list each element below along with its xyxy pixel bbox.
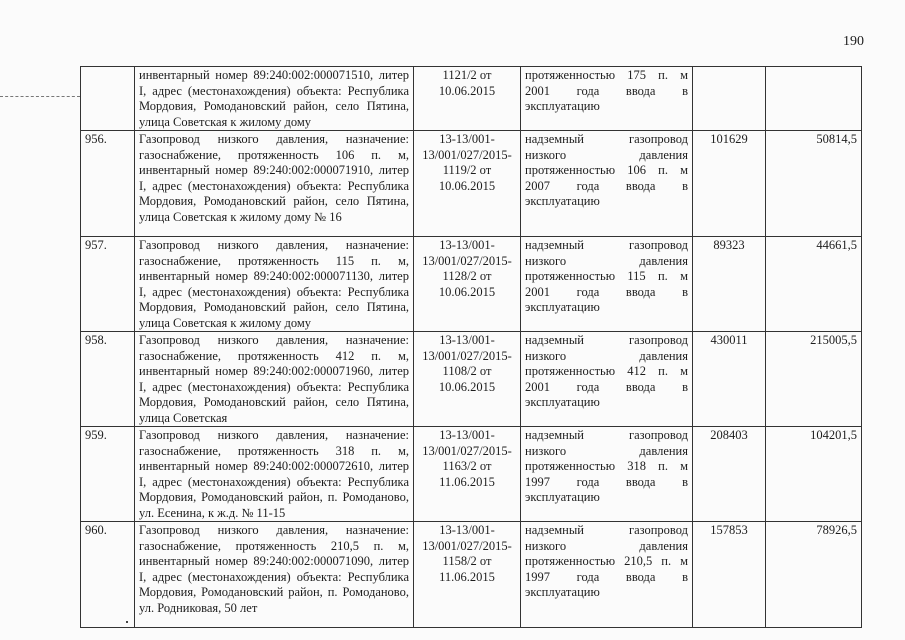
- registry-table: [80, 66, 862, 628]
- object-description: Газопровод низкого давления, назначение: газоснабжение, протяженность 210,5 п. м, инвентарный номер 89:240:002:000071090, литер I, адрес (местонахождения) объекта: Республика Мордовия, Ромодановский район, п. Ромоданово, ул. Родниковая, 50 лет: [135, 522, 414, 628]
- value-cell: 89323: [693, 237, 766, 332]
- margin-dash-line: [0, 96, 80, 97]
- value-cell: [693, 67, 766, 131]
- table-row: [81, 332, 862, 427]
- value-cell: 157853: [693, 522, 766, 628]
- row-number: [81, 67, 135, 131]
- value-half-cell: [766, 67, 862, 131]
- object-features: надземный газопровод низкого давления протяженностью 318 п. м 1997 года ввода в эксплуатацию: [521, 427, 693, 522]
- row-number: 958.: [81, 332, 135, 427]
- object-description: Газопровод низкого давления, назначение: газоснабжение, протяженность 115 п. м, инвентарный номер 89:240:002:000071130, литер I, адрес (местонахождения) объекта: Республика Мордовия, Ромодановский район, село Пятина, улица Советская к жилому дому: [135, 237, 414, 332]
- object-features: протяженностью 175 п. м 2001 года ввода в эксплуатацию: [521, 67, 693, 131]
- table-row: [81, 67, 862, 131]
- object-description: инвентарный номер 89:240:002:000071510, литер I, адрес (местонахождения) объекта: Республика Мордовия, Ромодановский район, село Пятина, улица Советская к жилому дому: [135, 67, 414, 131]
- value-half-cell: 44661,5: [766, 237, 862, 332]
- object-features: надземный газопровод низкого давления протяженностью 115 п. м 2001 года ввода в эксплуатацию: [521, 237, 693, 332]
- value-cell: 430011: [693, 332, 766, 427]
- object-description: Газопровод низкого давления, назначение: газоснабжение, протяженность 318 п. м, инвентарный номер 89:240:002:000072610, литер I, адрес (местонахождения) объекта: Республика Мордовия, Ромодановский район, п. Ромоданово, ул. Есенина, к ж.д. № 11-15: [135, 427, 414, 522]
- value-half-cell: 78926,5: [766, 522, 862, 628]
- object-description: Газопровод низкого давления, назначение: газоснабжение, протяженность 106 п. м, инвентарный номер 89:240:002:000071910, литер I, адрес (местонахождения) объекта: Республика Мордовия, Ромодановский район, село Пятина, улица Советская к жилому дому № 16: [135, 131, 414, 237]
- table-row: [81, 237, 862, 332]
- registration-record: 13-13/001-13/001/027/2015-1128/2 от 10.06.2015: [414, 237, 521, 332]
- row-number: 960.: [81, 522, 135, 628]
- registration-record: 13-13/001-13/001/027/2015-1119/2 от 10.06.2015: [414, 131, 521, 237]
- value-cell: 101629: [693, 131, 766, 237]
- value-half-cell: 104201,5: [766, 427, 862, 522]
- table-row: [81, 522, 862, 628]
- value-half-cell: 50814,5: [766, 131, 862, 237]
- value-cell: 208403: [693, 427, 766, 522]
- row-number: 959.: [81, 427, 135, 522]
- registration-record: 13-13/001-13/001/027/2015-1158/2 от 11.06.2015: [414, 522, 521, 628]
- registration-record: 13-13/001-13/001/027/2015-1163/2 от 11.06.2015: [414, 427, 521, 522]
- object-features: надземный газопровод низкого давления протяженностью 412 п. м 2001 года ввода в эксплуатацию: [521, 332, 693, 427]
- value-half-cell: 215005,5: [766, 332, 862, 427]
- object-description: Газопровод низкого давления, назначение: газоснабжение, протяженность 412 п. м, инвентарный номер 89:240:002:000071960, литер I, адрес (местонахождения) объекта: Республика Мордовия, Ромодановский район, село Пятина, улица Советская: [135, 332, 414, 427]
- object-features: надземный газопровод низкого давления протяженностью 210,5 п. м 1997 года ввода в эксплуатацию: [521, 522, 693, 628]
- registration-record: 1121/2 от 10.06.2015: [414, 67, 521, 131]
- registration-record: 13-13/001-13/001/027/2015-1108/2 от 10.06.2015: [414, 332, 521, 427]
- page-number: 190: [843, 34, 864, 49]
- row-number: 957.: [81, 237, 135, 332]
- table-row: [81, 131, 862, 237]
- table-row: [81, 427, 862, 522]
- scan-speck: [126, 621, 128, 623]
- row-number: 956.: [81, 131, 135, 237]
- object-features: надземный газопровод низкого давления протяженностью 106 п. м 2007 года ввода в эксплуатацию: [521, 131, 693, 237]
